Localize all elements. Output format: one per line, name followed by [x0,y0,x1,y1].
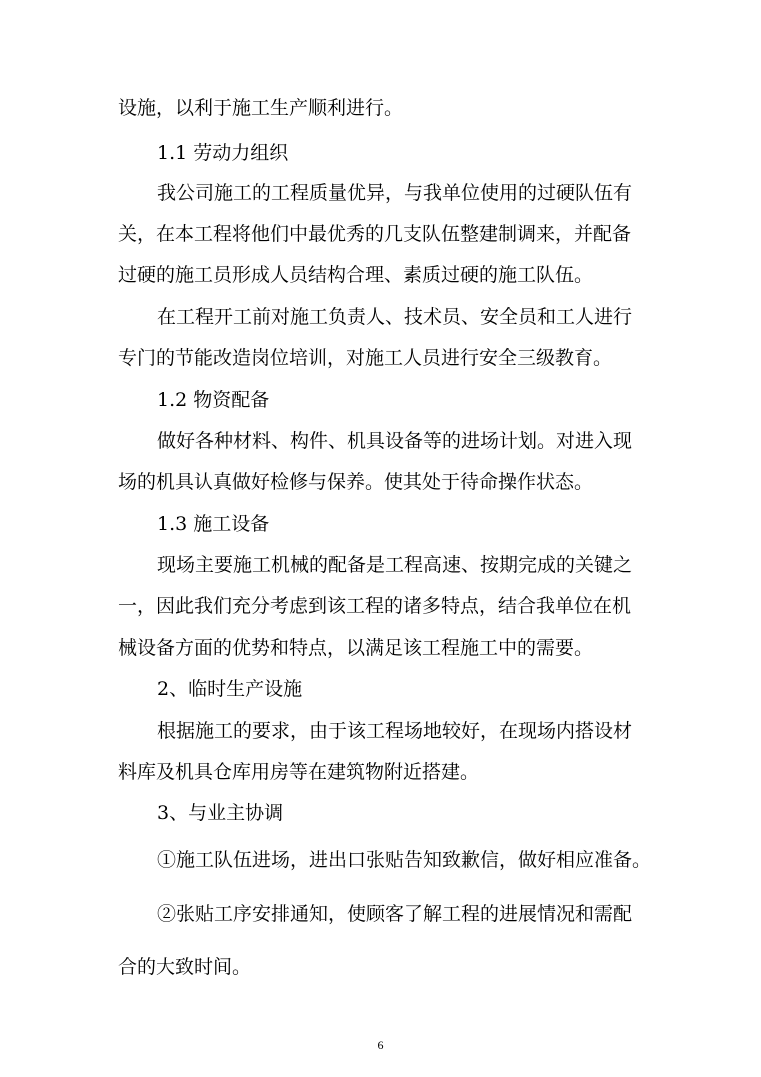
text-line: 械设备方面的优势和特点，以满足该工程施工中的需要。 [118,637,594,659]
text-line: 料库及机具仓库用房等在建筑物附近搭建。 [118,761,480,783]
section-heading: 1.2 物资配备 [157,389,270,411]
text-line: 在工程开工前对施工负责人、技术员、安全员和工人进行 [157,306,633,328]
list-item: ①施工队伍进场，进出口张贴告知致歉信，做好相应准备。 [157,849,652,871]
section-heading: 2、临时生产设施 [157,678,303,700]
list-item: ②张贴工序安排通知，使顾客了解工程的进展情况和需配 [157,903,633,925]
text-line: 做好各种材料、构件、机具设备等的进场计划。对进入现 [157,430,633,452]
text-line: 根据施工的要求，由于该工程场地较好，在现场内搭设材 [157,720,633,742]
text-line: 合的大致时间。 [118,956,252,978]
text-line: 一，因此我们充分考虑到该工程的诸多特点，结合我单位在机 [118,595,632,617]
text-line: 关，在本工程将他们中最优秀的几支队伍整建制调来，并配备 [118,223,632,245]
section-heading: 1.3 施工设备 [157,513,270,535]
text-line: 过硬的施工员形成人员结构合理、素质过硬的施工队伍。 [118,264,594,286]
text-line: 专门的节能改造岗位培训，对施工人员进行安全三级教育。 [118,347,613,369]
text-line: 现场主要施工机械的配备是工程高速、按期完成的关键之 [157,554,633,576]
text-line: 我公司施工的工程质量优异，与我单位使用的过硬队伍有 [157,182,633,204]
section-heading: 3、与业主协调 [157,802,284,824]
text-line: 场的机具认真做好检修与保养。使其处于待命操作状态。 [118,471,594,493]
text-line: 设施，以利于施工生产顺利进行。 [118,97,404,119]
page-number: 6 [377,1038,384,1052]
section-heading: 1.1 劳动力组织 [157,142,289,164]
